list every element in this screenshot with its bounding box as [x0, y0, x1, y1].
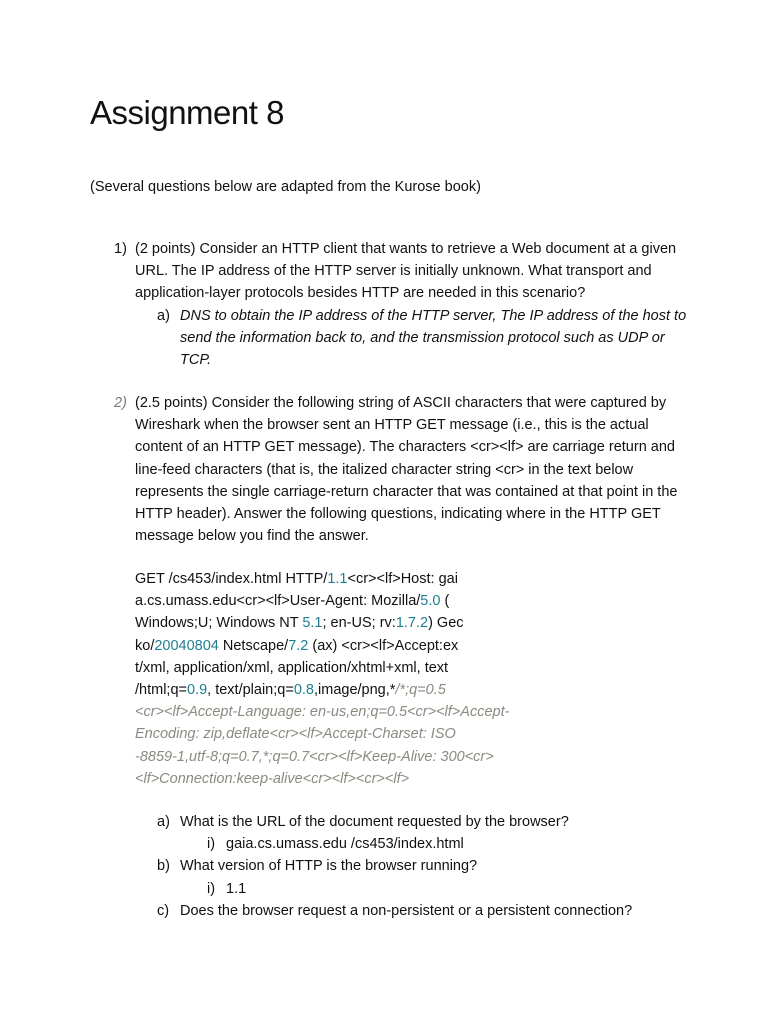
http-get-message [135, 568, 555, 790]
question-1-number: 1) [114, 241, 127, 257]
text-run: a.cs.umass.edu<cr><lf>User-Agent: Mozilla/ [135, 593, 421, 610]
text-run: Netscape/ [218, 637, 289, 654]
message-line: <cr><lf>Accept-Language: en-us,en;q=0.5<cr><lf>Accept- [135, 704, 510, 721]
number-run: 5.1 [302, 615, 323, 632]
text-run: ,image/png,* [313, 682, 396, 699]
number-run: 20040804 [154, 637, 219, 654]
text-run: ko/ [135, 637, 155, 654]
message-line: Encoding: zip,deflate<cr><lf>Accept-Charset: ISO [135, 726, 456, 743]
subquestion-a [157, 811, 710, 833]
subquestion-b-answer [207, 878, 710, 900]
subquestion-text: What is the URL of the document requested by the browser? [180, 814, 569, 830]
message-line [135, 679, 555, 701]
question-2-text: (2.5 points) Consider the following string of ASCII characters that were captured by Wireshark when the browser sent an HTTP GET message (i.e., this is the actual content of an HTTP GET message). The characters <cr><lf> are carriage return and line-feed characters (that is, the italized character string <cr> in the text below represents the single carriage-return character that was contained at that point in the HTTP header). Answer the following questions, indicating where in the HTTP GET message below you find the answer. [135, 395, 678, 545]
answer-text: DNS to obtain the IP address of the HTTP server, The IP address of the host to send the information back to, and the transmission protocol such as UDP or TCP. [180, 307, 687, 369]
text-run: ) Gec [428, 615, 464, 632]
message-line [135, 635, 555, 657]
answer-text: 1.1 [226, 880, 247, 897]
subquestion-marker: a) [157, 814, 170, 830]
question-1-text: (2 points) Consider an HTTP client that wants to retrieve a Web document at a given URL. The IP address of the HTTP server is initially unknown. What transport and application-layer protocols besides HTTP are needed in this scenario? [135, 241, 677, 302]
message-line: t/xml, application/xml, application/xhtml+xml, text [135, 659, 449, 676]
answer-marker: i) [207, 836, 216, 853]
subquestion-text: What version of HTTP is the browser running? [180, 858, 478, 875]
text-run: GET /cs453/index.html HTTP/ [135, 571, 328, 587]
text-run: ( [440, 593, 450, 610]
message-line: -8859-1,utf-8;q=0.7,*;q=0.7<cr><lf>Keep-Alive: 300<cr> [135, 748, 494, 765]
message-line [135, 612, 555, 634]
message-line [135, 568, 555, 590]
subquestion-c [157, 900, 710, 922]
answer-marker: a) [157, 307, 170, 324]
subquestion-b [157, 855, 710, 877]
question-2 [90, 392, 690, 547]
text-run: (ax) <cr><lf>Accept:ex [308, 637, 459, 654]
text-run: Windows;U; Windows NT [135, 615, 303, 632]
gray-run: /*;q=0.5 [395, 682, 446, 699]
text-run: ; en-US; rv: [322, 615, 396, 632]
page-title: Assignment 8 [90, 94, 284, 131]
answer-marker: i) [207, 880, 216, 897]
question-1 [90, 238, 690, 371]
text-run: <cr><lf>Host: gai [347, 571, 458, 587]
number-run: 5.0 [420, 593, 441, 610]
question-2-number: 2) [114, 395, 127, 411]
message-line [135, 590, 555, 612]
question-2-subquestions [90, 811, 710, 922]
subquestion-a-answer [207, 833, 710, 855]
number-run: 1.7.2 [395, 615, 429, 632]
subtitle: (Several questions below are adapted from the Kurose book) [90, 179, 481, 195]
subquestion-text: Does the browser request a non-persistent or a persistent connection? [180, 902, 633, 919]
message-line: <lf>Connection:keep-alive<cr><lf><cr><lf> [135, 770, 410, 787]
number-run: 0.9 [186, 682, 208, 699]
number-run: 0.8 [293, 682, 314, 699]
subquestion-marker: b) [157, 858, 170, 875]
number-run: 1.1 [327, 571, 348, 587]
question-1-answer-a [157, 305, 690, 372]
text-run: /html;q= [135, 682, 187, 699]
number-run: 7.2 [288, 637, 309, 654]
answer-text: gaia.cs.umass.edu /cs453/index.html [226, 836, 464, 853]
subquestion-marker: c) [157, 902, 170, 919]
text-run: , text/plain;q= [207, 682, 294, 699]
